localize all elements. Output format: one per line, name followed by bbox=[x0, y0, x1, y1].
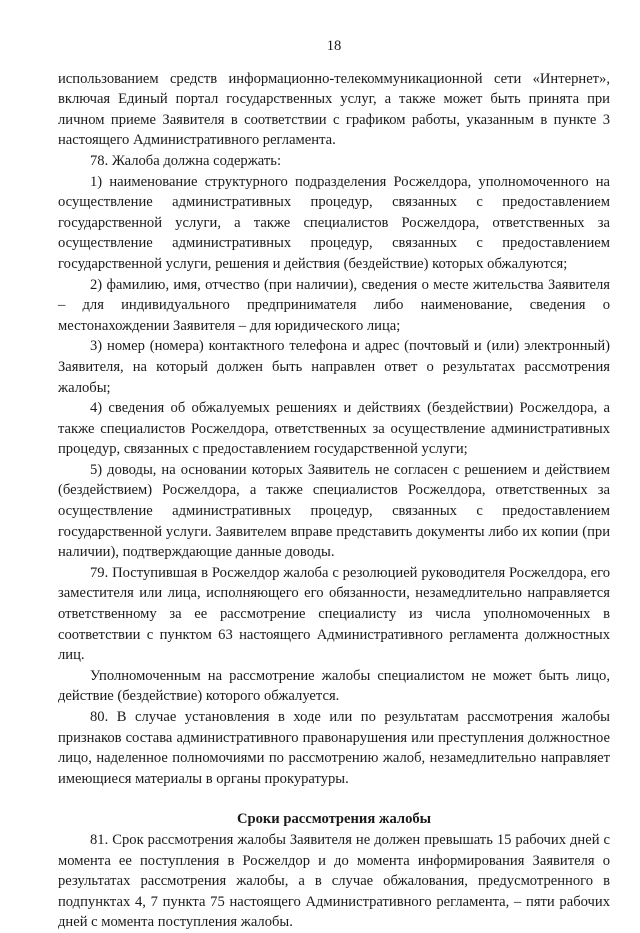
paragraph-continuation: использованием средств информационно-телекоммуникационной сети «Интернет», включая Единый портал государственных услуг, а также может быть принята при личном приеме Заявителя в соответствии с графиком работы, указанным в пункте 3 настоящего Административного регламента. bbox=[58, 70, 610, 149]
list-item-78-5: 5) доводы, на основании которых Заявитель не согласен с решением и действием (бездействием) Росжелдора, а также специалистов Росжелдора, ответственных за осуществление административных процедур, связанных с предоставлением государственной услуги. Заявителем вправе представить документы либо их копии (при наличии), подтверждающие данные доводы. bbox=[58, 461, 610, 561]
list-item-78-3: 3) номер (номера) контактного телефона и адрес (почтовый и (или) электронный) Заявителя, на который должен быть направлен ответ о результатах рассмотрения жалобы; bbox=[58, 338, 610, 396]
list-item-78-1: 1) наименование структурного подразделения Росжелдора, уполномоченного на осуществление административных процедур, связанных с предоставлением государственной услуги, а также специалистов Росжелдора, ответственных за осуществление административных процедур, связанных с предоставлением государственной услуги, решения и действия (бездействие) которых обжалуются; bbox=[58, 173, 610, 272]
document-page bbox=[58, 36, 610, 933]
list-item-78-4: 4) сведения об обжалуемых решениях и действиях (бездействии) Росжелдора, а также специалистов Росжелдора, ответственных за осуществление административных процедур, связанных с предоставлением государственной услуги; bbox=[58, 400, 610, 458]
paragraph-80: 80. В случае установления в ходе или по результатам рассмотрения жалобы признаков состава административного правонарушения или преступления должностное лицо, наделенное полномочиями по рассмотрению жалоб, незамедлительно направляет имеющиеся материалы в органы прокуратуры. bbox=[58, 709, 610, 787]
paragraph-79: 79. Поступившая в Росжелдор жалоба с резолюцией руководителя Росжелдора, его заместителя или лица, исполняющего его обязанности, незамедлительно направляется ответственному за ее рассмотрение специалисту из числа уполномоченных в соответствии с пунктом 63 настоящего Административного регламента должностных лиц. bbox=[58, 564, 610, 664]
list-item-78-2: 2) фамилию, имя, отчество (при наличии), сведения о месте жительства Заявителя – для индивидуального предпринимателя либо наименование, сведения о местонахождении Заявителя – для юридического лица; bbox=[58, 276, 610, 334]
paragraph-81: 81. Срок рассмотрения жалобы Заявителя не должен превышать 15 рабочих дней с момента ее поступления в Росжелдор и до момента информирования Заявителя о результатах рассмотрения жалобы, а в случае обжалования, предусмотренного в подпунктах 4, 7 пункта 75 настоящего Административного регламента, – пяти рабочих дней с момента поступления жалобы. bbox=[58, 831, 610, 931]
paragraph-79-note: Уполномоченным на рассмотрение жалобы специалистом не может быть лицо, действие (бездействие) которого обжалуется. bbox=[58, 667, 610, 705]
paragraph-78: 78. Жалоба должна содержать: bbox=[90, 152, 281, 169]
page-number: 18 bbox=[326, 38, 342, 54]
section-heading: Сроки рассмотрения жалобы bbox=[236, 811, 432, 828]
section-spacer bbox=[58, 789, 610, 809]
